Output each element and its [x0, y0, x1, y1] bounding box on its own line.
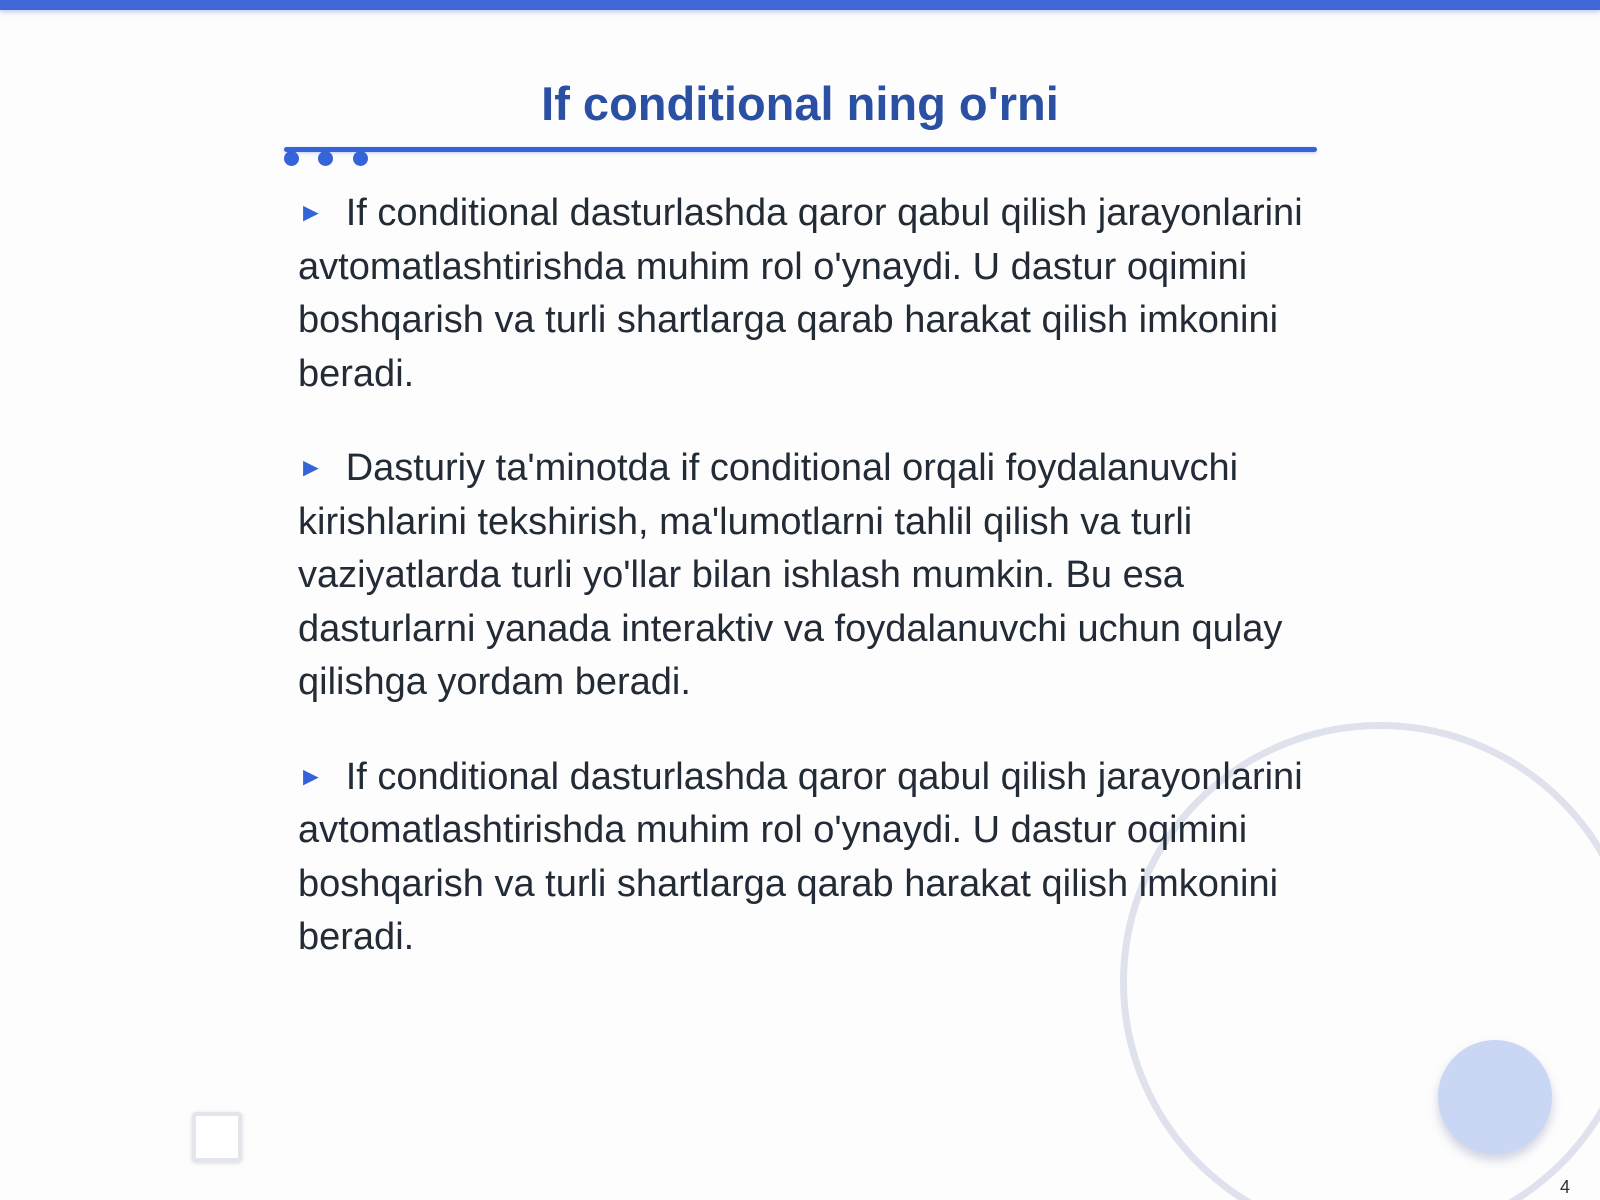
decorative-dot: [284, 151, 299, 166]
bullet-item: [298, 441, 1318, 710]
decorative-dot: [353, 151, 368, 166]
bullet-text: If conditional dasturlashda qaror qabul qilish jarayonlarini avtomatlashtirishda muhim rol o'ynaydi. U dastur oqimini boshqarish va turli shartlarga qarab harakat qilish imkonini beradi.: [298, 755, 1303, 958]
decorative-square: [192, 1112, 242, 1162]
decorative-dot: [318, 151, 333, 166]
bullet-list: [298, 186, 1318, 1005]
page-number: 4: [1559, 1177, 1570, 1197]
triangle-bullet-icon: ►: [298, 760, 324, 791]
triangle-bullet-icon: ►: [298, 197, 324, 227]
decorative-blue-circle: [1438, 1040, 1552, 1154]
bullet-item: [298, 750, 1318, 965]
slide-title: If conditional ning o'rni: [541, 77, 1059, 130]
bullet-item: [298, 186, 1318, 401]
bullet-text: Dasturiy ta'minotda if conditional orqali foydalanuvchi kirishlarini tekshirish, ma'lumotlarni tahlil qilish va turli vaziyatlarda turli yo'llar bilan ishlash mumkin. Bu esa dasturlarni yanada interaktiv va foydalanuvchi uchun qulay qilishga yordam beradi.: [298, 447, 1283, 703]
triangle-bullet-icon: ►: [298, 452, 324, 482]
top-accent-bar: [0, 0, 1600, 10]
bullet-text: If conditional dasturlashda qaror qabul qilish jarayonlarini avtomatlashtirishda muhim rol o'ynaydi. U dastur oqimini boshqarish va turli shartlarga qarab harakat qilish imkonini beradi.: [298, 192, 1303, 395]
title-underline: [284, 147, 1317, 152]
